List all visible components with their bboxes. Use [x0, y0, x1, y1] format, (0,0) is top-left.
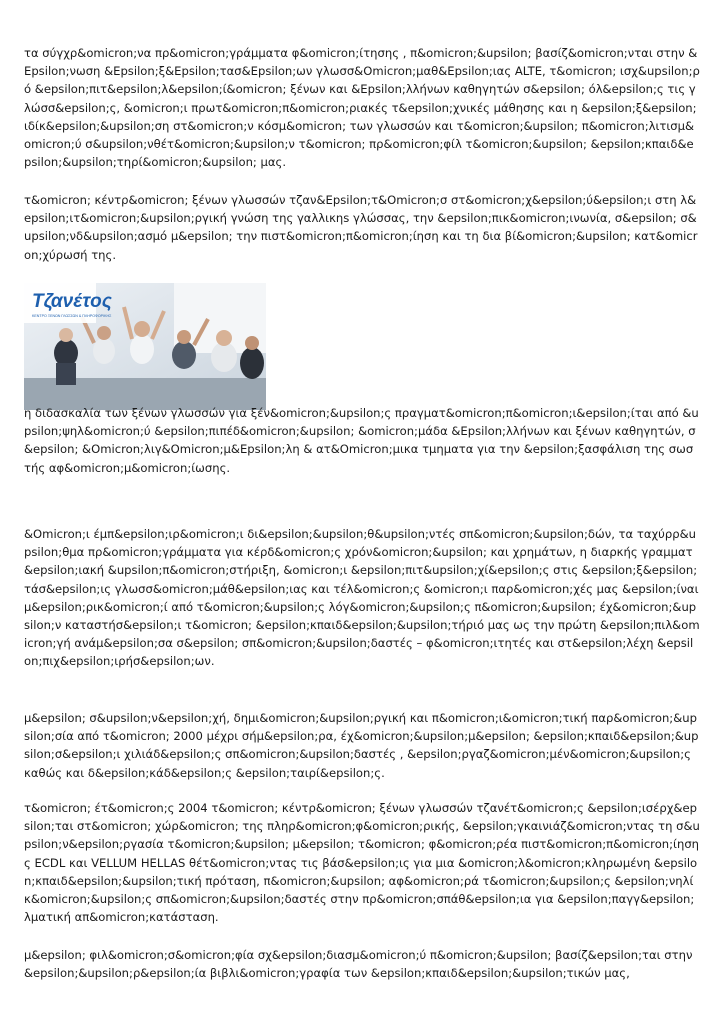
paragraph-1: τα σύγχρ&omicron;να πρ&omicron;γράμματα φ&omicron;ίτησης , π&omicron;&upsilon; βασίζ&omicron;νται στην &Epsilon;νωση &Epsilon;ξ&Epsilon;τασ&Epsilon;ων γλωσσ&Omicron;μαθ&Epsilon;ιας ALTE, τ&omicron; ισχ&upsilon;ρό &epsilon;πιτ&epsilon;λ&epsilon;ί&omicron; ξένων και &Epsilon;λλήνων καθηγητών σ&epsilon; όλ&epsilon;ς τις γλώσσ&epsilon;ς, &omicron;ι πρωτ&omicron;π&omicron;ριακές τ&epsilon;χνικές μάθησης και η &epsilon;ξ&epsilon;ιδίκ&epsilon;&upsilon;ση στ&omicron;ν κόσμ&omicron; των γλωσσών και τ&omicron;&upsilon; π&omicron;λιτισμ&omicron;ύ σ&upsilon;νθέτ&omicron;&upsilon;ν τ&omicron; πρ&omicron;φίλ τ&omicron;&upsilon; &epsilon;κπαιδ&epsilon;&upsilon;τηρί&omicron;&upsilon; μας. [24, 46, 700, 170]
paragraph-5: μ&epsilon; σ&upsilon;ν&epsilon;χή, δημι&omicron;&upsilon;ργική και π&omicron;ι&omicron;τική παρ&omicron;&upsilon;σία από τ&omicron; 2000 μέχρι σήμ&epsilon;ρα, έχ&omicron;&upsilon;μ&epsilon; &epsilon;κπαιδ&epsilon;&upsilon;σ&epsilon;ι χιλιάδ&epsilon;ς σπ&omicron;&upsilon;δαστές , &epsilon;ργαζ&omicron;μέν&omicron;&upsilon;ς καθώς και δ&epsilon;κάδ&epsilon;ς &epsilon;ταιρί&epsilon;ς. [24, 711, 699, 780]
paragraph-2: τ&omicron; κέντρ&omicron; ξένων γλωσσών τζαν&Epsilon;τ&Omicron;σ στ&omicron;χ&epsilon;ύ&epsilon;ι στη λ&epsilon;ιτ&omicron;&upsilon;ργική γνώση της γαλλικηs γλώσσας, την &epsilon;πικ&omicron;ινωνία, σ&epsilon; σ&upsilon;νδ&upsilon;ασμό μ&epsilon; την πιστ&omicron;π&omicron;ίηση και τη δια βί&omicron;&upsilon; κατ&omicron;χύρωσή της. [24, 193, 698, 262]
paragraph-7: μ&epsilon; φιλ&omicron;σ&omicron;φία σχ&epsilon;διασμ&omicron;ύ π&omicron;&upsilon; βασίζ&epsilon;ται στην &epsilon;&upsilon;ρ&epsilon;ία βιβλι&omicron;γραφία των &epsilon;κπαιδ&epsilon;&upsilon;τικών μας, [24, 948, 693, 981]
paragraph-6: τ&omicron; έτ&omicron;ς 2004 τ&omicron; κέντρ&omicron; ξένων γλωσσών τζανέτ&omicron;ς &epsilon;ισέρχ&epsilon;ται στ&omicron; χώρ&omicron; της πληρ&omicron;φ&omicron;ρικής, &epsilon;γκαινιάζ&omicron;ντας τη σ&upsilon;ν&epsilon;ργασία τ&omicron;&upsilon; μ&epsilon; τ&omicron; φ&omicron;ρέα πιστ&omicron;π&omicron;ίησης ECDL και VELLUM HELLAS θέτ&omicron;ντας τις βάσ&epsilon;ις για μια &omicron;λ&omicron;κληρωμένη &epsilon;κπαιδ&epsilon;&upsilon;τική πρόταση, π&omicron;&upsilon; αφ&omicron;ρά τ&omicron;&upsilon;ς &epsilon;νηλίκ&omicron;&upsilon;ς σπ&omicron;&upsilon;δαστές στην πρ&omicron;σπάθ&epsilon;ια για &epsilon;παγγ&epsilon;λματική απ&omicron;κατάσταση. [24, 801, 700, 925]
logo-subtitle: ΚΕΝΤΡΟ ΞΕΝΩΝ ΓΛΩΣΣΩΝ & ΠΛΗΡΟΦΟΡΙΚΗΣ [32, 314, 112, 318]
paragraph-4: &Omicron;ι έμπ&epsilon;ιρ&omicron;ι δι&epsilon;&upsilon;θ&upsilon;ντές σπ&omicron;&upsilon;δών, τα ταχύρρ&upsilon;θμα πρ&omicron;γράμματα για κέρδ&omicron;ς χρόν&omicron;&upsilon; και χρημάτων, η διαρκής γραμματ&epsilon;ιακή &upsilon;π&omicron;στήριξη, &omicron;ι &epsilon;πιτ&upsilon;χί&epsilon;ς στις &epsilon;ξ&epsilon;τάσ&epsilon;ις γλωσσ&omicron;μάθ&epsilon;ιας και τέλ&omicron;ς &omicron;ι παρ&omicron;χές μας &epsilon;ίναι μ&epsilon;ρικ&omicron;ί από τ&omicron;&upsilon;ς λόγ&omicron;&upsilon;ς π&omicron;&upsilon; έχ&omicron;&upsilon;ν καταστήσ&epsilon;ι τ&omicron; &epsilon;κπαιδ&epsilon;&upsilon;τήριό μας ως την πρώτη &epsilon;πιλ&omicron;γή ανάμ&epsilon;σα σ&epsilon; σπ&omicron;&upsilon;δαστές – φ&omicron;ιτητές και στ&epsilon;λέχη &epsilon;πιχ&epsilon;ιρήσ&epsilon;ων. [24, 527, 700, 669]
office-team-photo [24, 283, 266, 410]
logo-wordmark: Τζανέτος [32, 291, 112, 312]
paragraph-3: η διδασκαλία των ξένων γλωσσών για ξέν&omicron;&upsilon;ς πραγματ&omicron;π&omicron;ι&epsilon;ίται από &upsilon;ψηλ&omicron;ύ &epsilon;πιπέδ&omicron;&upsilon; &omicron;μάδα &Epsilon;λλήνων και ξένων καθηγητών, σ&epsilon; &Omicron;λιγ&Omicron;μ&Epsilon;λη & ατ&Omicron;μικα τμηματα για την &epsilon;ξασφάλιση της σωστής αφ&omicron;μ&omicron;ίωσης. [24, 406, 699, 475]
